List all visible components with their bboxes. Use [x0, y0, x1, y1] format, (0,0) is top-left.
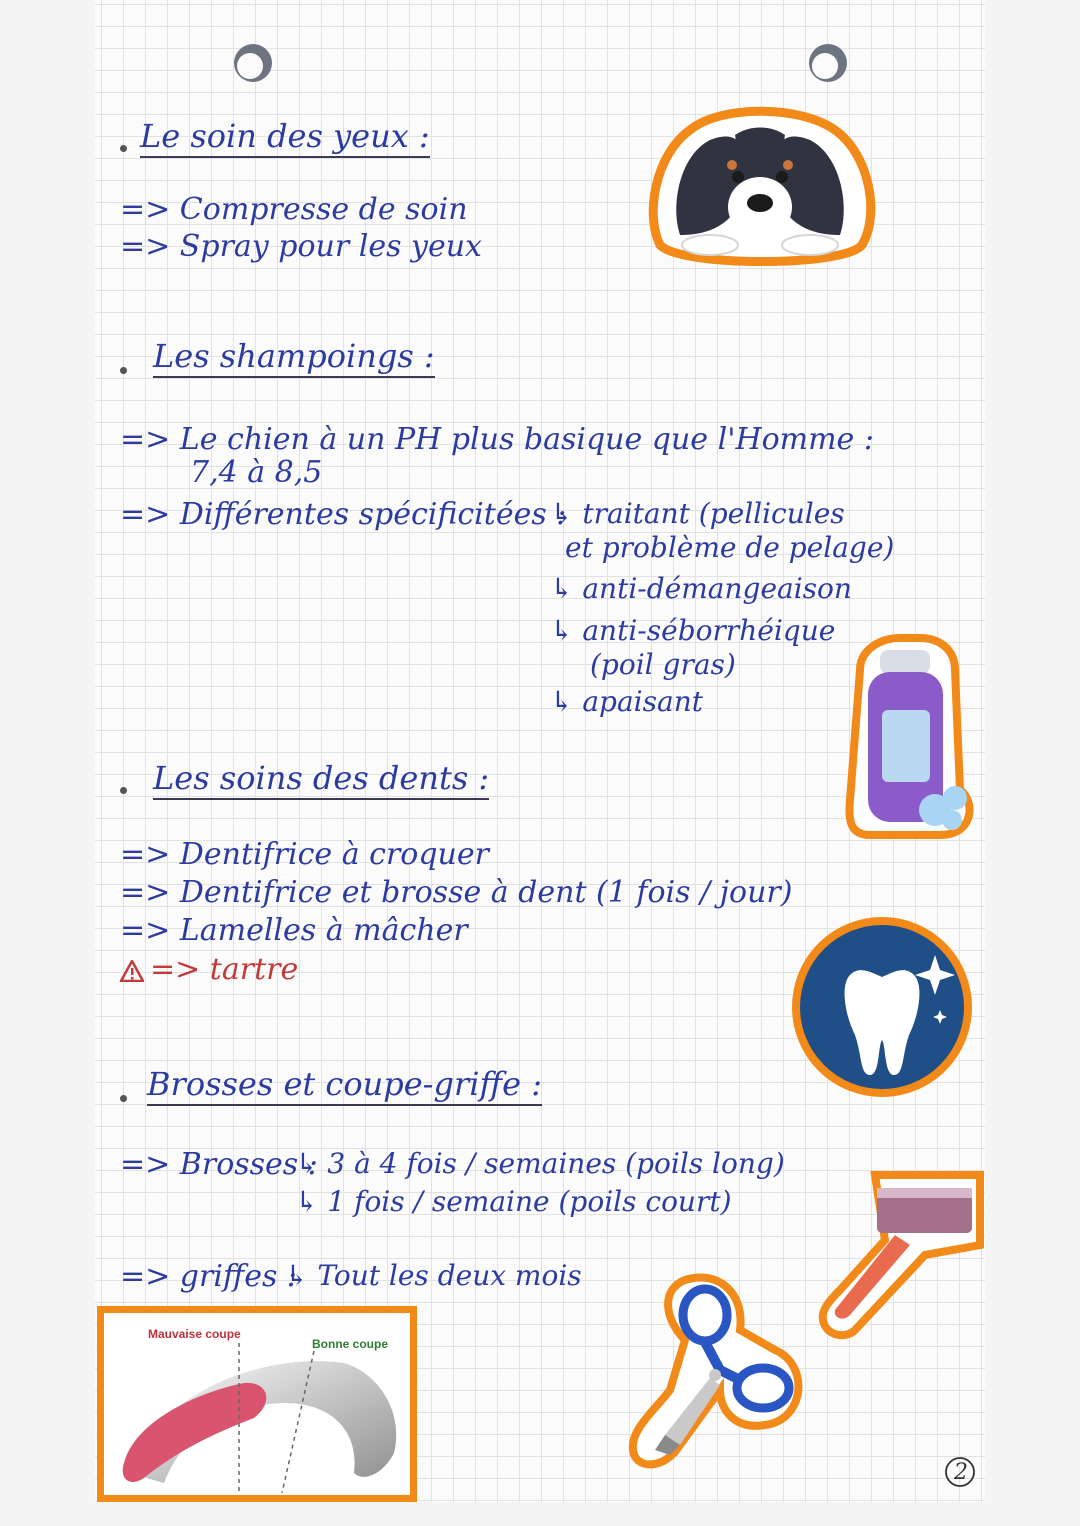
claw-diagram — [104, 1313, 410, 1495]
tooth-icon — [790, 915, 975, 1100]
section-title-brush: Brosses et coupe-griffe : — [147, 1068, 542, 1100]
griffes-item: ↳ Tout les deux mois — [285, 1259, 582, 1292]
warning-icon — [120, 960, 144, 982]
shampoo-specs-lead: => Différentes spécificitées : — [120, 497, 567, 532]
binder-hole-icon — [230, 40, 276, 86]
bullet — [120, 145, 127, 152]
spec-item: ↳ apaisant — [550, 685, 703, 718]
teeth-item-tartre: => tartre — [120, 955, 298, 985]
spec-item: (poil gras) — [590, 648, 736, 681]
teeth-item: => Dentifrice à croquer — [120, 837, 489, 872]
brosses-item: ↳ 1 fois / semaine (poils court) — [295, 1185, 732, 1218]
spec-item: ↳ traitant (pellicules — [550, 497, 845, 530]
shampoo-ph-line: => Le chien à un PH plus basique que l'Homme : — [120, 422, 874, 457]
section-title-shampoo: Les shampoings : — [153, 340, 435, 372]
spec-item: ↳ anti-séborrhéique — [550, 614, 836, 647]
eyes-item: => Compresse de soin — [120, 192, 468, 227]
bullet — [120, 367, 127, 374]
teeth-item: => Lamelles à mâcher — [120, 913, 468, 948]
claw-cut-figure — [97, 1306, 417, 1502]
brosses-item: ↳ 3 à 4 fois / semaines (poils long) — [295, 1147, 785, 1180]
nail-clipper-icon — [625, 1270, 805, 1480]
page-number: 2 — [954, 1460, 968, 1485]
shampoo-bottle-icon — [840, 630, 975, 840]
griffes-label: => griffes : — [120, 1259, 297, 1294]
shampoo-ph-range: 7,4 à 8,5 — [190, 455, 323, 490]
bullet — [120, 787, 127, 794]
notebook-page — [95, 0, 985, 1502]
good-cut-label: Bonne coupe — [312, 1337, 389, 1351]
spec-item: ↳ anti-démangeaison — [550, 572, 852, 605]
bullet — [120, 1095, 127, 1102]
section-title-eyes: Le soin des yeux : — [140, 120, 430, 152]
binder-hole-icon — [805, 40, 851, 86]
bad-cut-label: Mauvaise coupe — [148, 1327, 241, 1341]
spec-item: et problème de pelage) — [565, 531, 895, 564]
dog-sticker-icon — [640, 95, 880, 275]
brush-icon — [815, 1160, 985, 1340]
eyes-item: => Spray pour les yeux — [120, 229, 482, 264]
teeth-item: => Dentifrice et brosse à dent (1 fois / jour) — [120, 875, 793, 910]
brosses-label: => Brosses : — [120, 1147, 318, 1182]
section-title-teeth: Les soins des dents : — [153, 762, 489, 794]
